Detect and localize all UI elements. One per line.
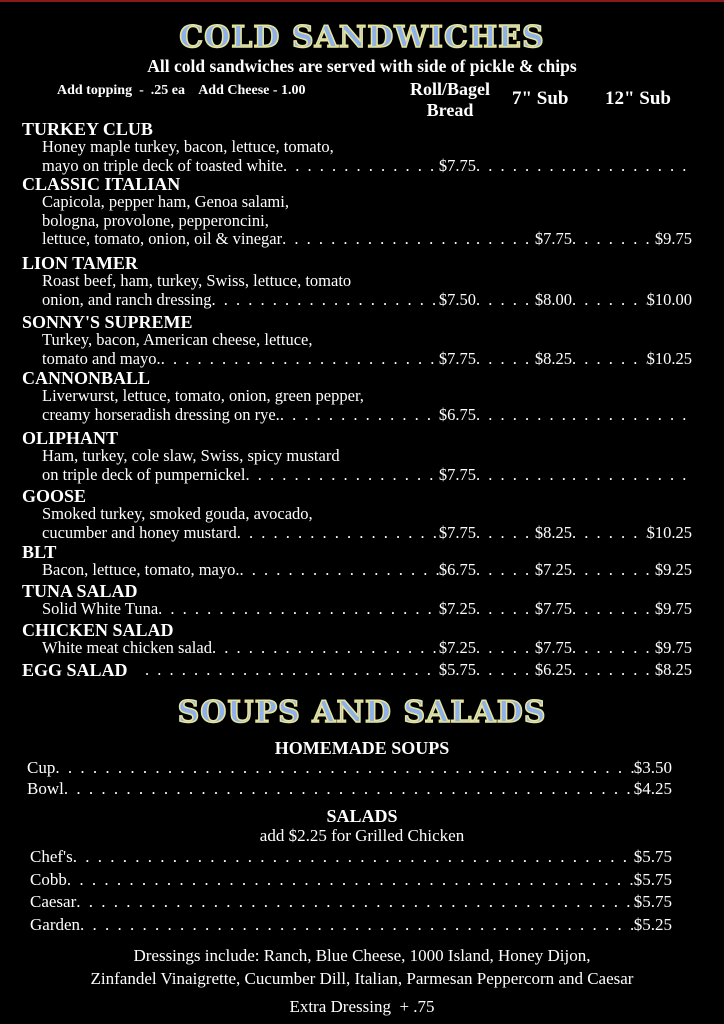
list-item	[27, 758, 672, 778]
item-description: Solid White Tuna	[42, 599, 159, 618]
list-item	[30, 892, 672, 912]
dot-leader	[476, 156, 572, 176]
price-row-segment	[476, 229, 572, 249]
item-name: Chef's	[30, 847, 73, 866]
price-row-segment	[42, 599, 476, 619]
price-row-segment	[572, 465, 692, 485]
dot-leader	[158, 599, 439, 619]
price-row-segment	[572, 638, 692, 658]
item-description: cucumber and honey mustard	[42, 522, 237, 542]
dot-leader	[55, 758, 633, 778]
dot-leader	[572, 349, 647, 369]
price-row-segment	[42, 290, 476, 310]
price-7-sub: $7.75	[534, 599, 572, 618]
item-price: $5.75	[633, 892, 672, 911]
dot-leader	[572, 405, 692, 425]
dot-leader	[572, 599, 655, 619]
soups-heading: HOMEMADE SOUPS	[274, 738, 450, 758]
item-name: Bowl	[27, 779, 64, 798]
item-description: lettuce, tomato, onion, oil & vinegar	[42, 229, 283, 248]
price-12-sub: $10.00	[646, 289, 692, 309]
price-bread: $7.75	[438, 464, 476, 484]
price-12-sub: $9.75	[654, 638, 692, 657]
dot-leader	[572, 290, 647, 310]
item-description: Bacon, lettuce, tomato, mayo.	[42, 560, 240, 579]
item-name: GOOSE	[22, 486, 87, 506]
item-description: Capicola, pepper ham, Genoa salami,	[42, 192, 289, 211]
item-name: TUNA SALAD	[22, 581, 138, 601]
item-price: $3.50	[633, 758, 672, 777]
price-bread: $5.75	[438, 660, 476, 679]
top-border	[0, 0, 724, 2]
price-12-sub: $9.25	[654, 560, 692, 579]
item-name: BLT	[22, 542, 57, 562]
dot-leader	[145, 660, 439, 680]
dot-leader	[572, 465, 692, 485]
item-price: $5.25	[633, 915, 672, 934]
list-item	[30, 847, 672, 867]
salads-heading: SALADS	[326, 806, 398, 826]
dot-leader	[245, 465, 438, 485]
dot-leader	[67, 870, 634, 890]
dot-leader	[282, 229, 476, 249]
dot-leader	[64, 779, 634, 799]
price-row-segment	[476, 156, 572, 176]
dot-leader	[76, 892, 633, 912]
price-row-segment	[572, 599, 692, 619]
price-row-segment	[572, 660, 692, 680]
soups-salads-title: SOUPS AND SALADS	[177, 695, 547, 730]
dot-leader	[572, 156, 692, 176]
price-row-segment	[572, 229, 692, 249]
col-header-bread-1: Roll/Bagel	[410, 79, 490, 99]
price-row-segment	[145, 660, 476, 680]
item-name: EGG SALAD	[22, 660, 128, 680]
price-row-segment	[42, 229, 476, 249]
dot-leader	[73, 847, 634, 867]
col-header-bread-2: Bread	[426, 100, 474, 120]
cold-subtitle: All cold sandwiches are served with side of pickle & chips	[147, 56, 577, 76]
price-row-segment	[572, 349, 692, 369]
price-row-segment	[476, 560, 572, 580]
item-name: CLASSIC ITALIAN	[22, 174, 181, 194]
price-7-sub: $7.25	[534, 560, 572, 579]
price-row-segment	[476, 290, 572, 310]
item-description: White meat chicken salad	[42, 638, 212, 657]
price-row-segment	[42, 465, 476, 485]
dressings-line-2: Zinfandel Vinaigrette, Cucumber Dill, Italian, Parmesan Peppercorn and Caesar	[90, 969, 634, 988]
price-row-segment	[42, 523, 476, 543]
price-row-segment	[42, 349, 476, 369]
item-description: tomato and mayo.	[42, 348, 161, 368]
item-price: $5.75	[633, 847, 672, 866]
dot-leader	[572, 229, 655, 249]
item-price: $5.75	[633, 870, 672, 889]
price-bread: $7.75	[438, 522, 476, 542]
dot-leader	[476, 405, 572, 425]
price-12-sub: $9.75	[654, 599, 692, 618]
item-name: LION TAMER	[22, 253, 138, 273]
price-7-sub: $6.25	[534, 660, 572, 679]
item-description: Honey maple turkey, bacon, lettuce, tomato,	[42, 137, 334, 156]
dot-leader	[212, 638, 439, 658]
price-row-segment	[476, 523, 572, 543]
dot-leader	[476, 638, 535, 658]
dot-leader	[572, 523, 647, 543]
item-description: onion, and ranch dressing	[42, 289, 212, 309]
item-price: $4.25	[633, 779, 672, 798]
price-12-sub: $9.75	[654, 229, 692, 248]
dot-leader	[476, 465, 572, 485]
col-header-7-sub: 7" Sub	[512, 88, 569, 109]
price-row-segment	[476, 349, 572, 369]
item-description: Ham, turkey, cole slaw, Swiss, spicy mustard	[42, 446, 340, 465]
cold-sandwiches-title: COLD SANDWICHES	[179, 20, 545, 55]
price-bread: $7.50	[438, 289, 476, 309]
dot-leader	[161, 349, 439, 369]
dot-leader	[212, 290, 439, 310]
dot-leader	[572, 660, 655, 680]
price-bread: $7.25	[438, 638, 476, 657]
price-row-segment	[572, 405, 692, 425]
col-header-12-sub: 12" Sub	[605, 88, 671, 109]
price-7-sub: $8.25	[534, 348, 572, 368]
extra-dressing: Extra Dressing + .75	[289, 997, 435, 1016]
item-description: Turkey, bacon, American cheese, lettuce,	[42, 330, 313, 349]
item-name: CANNONBALL	[22, 368, 151, 388]
price-row-segment	[476, 599, 572, 619]
price-bread: $7.75	[438, 155, 476, 175]
price-bread: $6.75	[438, 560, 476, 579]
dot-leader	[476, 523, 535, 543]
item-description: mayo on triple deck of toasted white	[42, 155, 284, 175]
dot-leader	[476, 349, 535, 369]
dot-leader	[476, 290, 535, 310]
list-item	[27, 779, 672, 799]
price-7-sub: $7.75	[534, 638, 572, 657]
item-name: Cobb	[30, 870, 67, 889]
extras-note: Add topping - .25 ea Add Cheese - 1.00	[57, 83, 306, 98]
dot-leader	[239, 560, 438, 580]
price-row-segment	[572, 290, 692, 310]
list-item	[30, 915, 672, 935]
price-row-segment	[476, 660, 572, 680]
salads-note: add $2.25 for Grilled Chicken	[259, 826, 465, 845]
dressings-line-1: Dressings include: Ranch, Blue Cheese, 1000 Island, Honey Dijon,	[133, 946, 591, 965]
dot-leader	[572, 560, 655, 580]
item-name: TURKEY CLUB	[22, 119, 153, 139]
dot-leader	[280, 405, 439, 425]
dot-leader	[476, 229, 535, 249]
dot-leader	[572, 638, 655, 658]
price-row-segment	[572, 523, 692, 543]
price-bread: $7.25	[438, 599, 476, 618]
price-12-sub: $8.25	[654, 660, 692, 679]
price-row-segment	[42, 638, 476, 658]
price-row-segment	[572, 156, 692, 176]
price-row-segment	[476, 638, 572, 658]
dot-leader	[476, 660, 535, 680]
dot-leader	[476, 560, 535, 580]
item-description: on triple deck of pumpernickel	[42, 464, 246, 484]
item-description: Roast beef, ham, turkey, Swiss, lettuce, tomato	[42, 271, 352, 290]
price-7-sub: $8.25	[534, 522, 572, 542]
price-7-sub: $8.00	[534, 289, 572, 309]
dot-leader	[283, 156, 439, 176]
item-description: bologna, provolone, pepperoncini,	[42, 210, 269, 230]
price-row-segment	[476, 465, 572, 485]
price-row-segment	[476, 405, 572, 425]
price-bread: $6.75	[438, 404, 476, 424]
dot-leader	[80, 915, 634, 935]
price-row-segment	[572, 560, 692, 580]
item-description: Smoked turkey, smoked gouda, avocado,	[42, 504, 313, 523]
item-name: Cup	[27, 758, 56, 777]
item-name: Garden	[30, 915, 81, 934]
dot-leader	[476, 599, 535, 619]
price-row-segment	[42, 156, 476, 176]
list-item	[30, 870, 672, 890]
price-7-sub: $7.75	[534, 229, 572, 248]
dot-leader	[237, 523, 439, 543]
price-bread: $7.75	[438, 348, 476, 368]
item-name: SONNY'S SUPREME	[22, 312, 193, 332]
item-description: Liverwurst, lettuce, tomato, onion, green pepper,	[42, 386, 364, 405]
item-description: creamy horseradish dressing on rye.	[42, 404, 280, 424]
item-name: OLIPHANT	[22, 428, 119, 448]
price-12-sub: $10.25	[646, 348, 692, 368]
price-row-segment	[42, 560, 476, 580]
price-12-sub: $10.25	[646, 522, 692, 542]
price-row-segment	[42, 405, 476, 425]
item-name: Caesar	[30, 892, 77, 911]
item-name: CHICKEN SALAD	[22, 620, 174, 640]
